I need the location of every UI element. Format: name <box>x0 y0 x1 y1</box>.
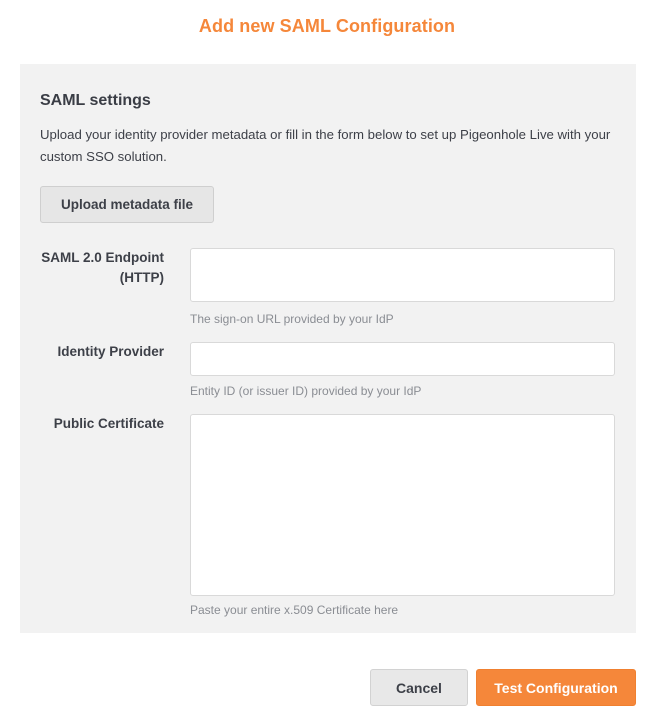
section-heading: SAML settings <box>40 92 151 109</box>
endpoint-label: SAML 2.0 Endpoint (HTTP) <box>41 250 164 285</box>
certificate-textarea[interactable] <box>190 414 615 596</box>
endpoint-input[interactable] <box>190 248 615 302</box>
certificate-help: Paste your entire x.509 Certificate here <box>190 603 399 617</box>
modal-title: Add new SAML Configuration <box>198 16 456 36</box>
endpoint-help: The sign-on URL provided by your IdP <box>190 312 394 326</box>
identity-provider-input[interactable] <box>190 342 615 376</box>
cancel-button[interactable]: Cancel <box>370 669 468 706</box>
upload-metadata-button[interactable]: Upload metadata file <box>40 186 214 223</box>
identity-provider-help: Entity ID (or issuer ID) provided by your IdP <box>190 384 422 398</box>
certificate-label: Public Certificate <box>53 416 164 431</box>
section-description: Upload your identity provider metadata or fill in the form below to set up Pigeonhole Live with your custom SSO solution. <box>40 127 611 164</box>
saml-settings-panel <box>20 64 636 633</box>
identity-provider-label: Identity Provider <box>57 344 164 359</box>
test-configuration-button[interactable]: Test Configuration <box>476 669 636 706</box>
